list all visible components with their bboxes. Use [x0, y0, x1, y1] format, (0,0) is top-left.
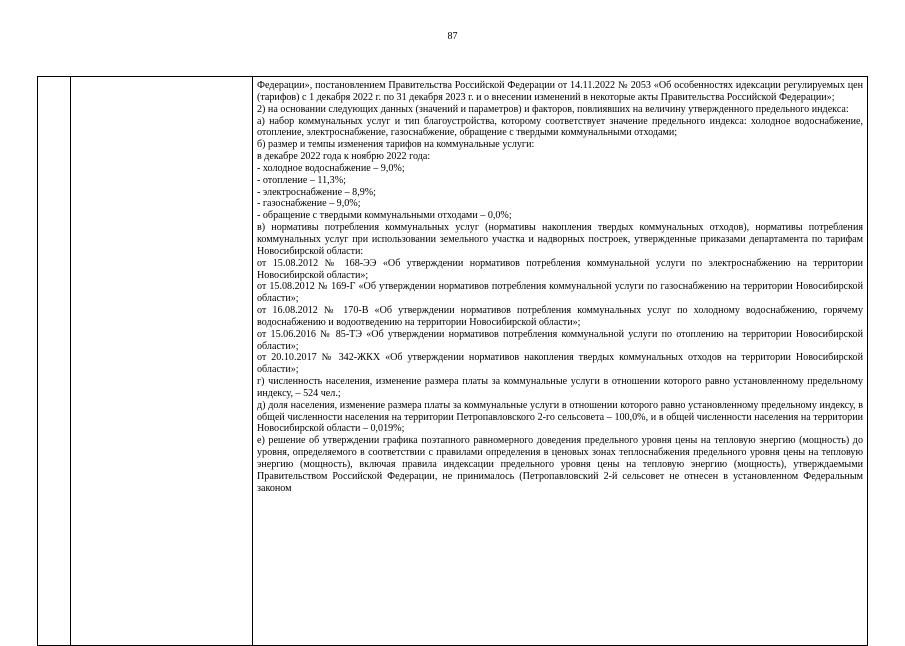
text-paragraph: Федерации», постановлением Правительства Российской Федерации от 14.11.2022 № 2053 «Об особенностях идексации регулируемых цен (тарифов) с 1 декабря 2022 г. по 31 декабря 2023 г. и о внесении изменений в некоторые акты Правительства Российской Федерации»; — [257, 80, 863, 103]
text-paragraph: - обращение с твердыми коммунальными отходами – 0,0%; — [257, 210, 512, 222]
text-paragraph: от 15.08.2012 № 169-Г «Об утверждении нормативов потребления коммунальной услуги по газоснабжению на территории Новосибирской области»; — [257, 281, 863, 305]
page-number: 87 — [447, 31, 458, 42]
text-paragraph: а) набор коммунальных услуг и тип благоустройства, которому соответствует значение предельного индекса: холодное водоснабжение, отопление, электроснабжение, газоснабжение, обращение с твердыми коммунальными отходами; — [257, 115, 863, 139]
text-paragraph: 2) на основании следующих данных (значений и параметров) и факторов, повлиявших на величину утвержденного предельного индекса: — [257, 103, 849, 115]
text-paragraph: от 15.08.2012 № 168-ЭЭ «Об утверждении нормативов потребления коммунальной услуги по электроснабжению на территории Новосибирской области»; — [257, 257, 863, 281]
table-cell-content — [253, 77, 868, 646]
table-row — [38, 77, 868, 646]
content-text-block — [253, 77, 867, 495]
text-paragraph: е) решение об утверждении графика поэтапного равномерного доведения предельного уровня цены на тепловую энергию (мощность) до уровня, определяемого в соответствии с правилами определения в ценовых зонах теплоснабжения предельного уровня цены на тепловую энергию (мощность), включая правила индексации предельного уровня цены на тепловую энергию (мощность), утверждаемыми Правительством Российской Федерации, не принималось (Петропавловский 2-й сельсовет не отнесен в установленном Федеральным законом — [257, 435, 863, 494]
document-table — [37, 76, 868, 646]
text-paragraph: д) доля населения, изменение размера платы за коммунальные услуги в отношении которого равно установленному предельному индексу, в общей численности населения на территории Петропавловского 2-го сельсовета – 100,0%, и в общей численности населения на территории Новосибирской области – 0,019%; — [257, 399, 863, 435]
text-paragraph: - отопление – 11,3%; — [257, 174, 346, 186]
text-paragraph: г) численность населения, изменение размера платы за коммунальные услуги в отношении которого равно установленному предельному индексу, – 524 чел.; — [257, 376, 863, 399]
text-paragraph: от 20.10.2017 № 342-ЖКХ «Об утверждении нормативов накопления твердых коммунальных отходов на территории Новосибирской области»; — [257, 352, 863, 376]
table-cell-name — [71, 77, 253, 646]
text-paragraph: от 15.06.2016 № 85-ТЭ «Об утверждении нормативов потребления коммунальной услуги по отоплению на территории Новосибирской области»; — [257, 328, 863, 352]
text-paragraph: в) нормативы потребления коммунальных услуг (нормативы накопления твердых коммунальных отходов), нормативы потребления коммунальных услуг при использовании земельного участка и надворных построек, утвержденные приказами департамента по тарифам Новосибирской области: — [257, 222, 863, 257]
text-paragraph: б) размер и темпы изменения тарифов на коммунальные услуги: — [257, 139, 535, 151]
text-paragraph: от 16.08.2012 № 170-В «Об утверждении нормативов потребления коммунальных услуг по холодному водоснабжению, горячему водоснабжению и водоотведению на территории Новосибирской области»; — [257, 305, 863, 328]
text-paragraph: - электроснабжение – 8,9%; — [257, 186, 376, 198]
text-paragraph: в декабре 2022 года к ноябрю 2022 года: — [257, 151, 431, 163]
text-paragraph: - холодное водоснабжение – 9,0%; — [257, 162, 405, 174]
table-cell-number — [38, 77, 71, 646]
text-paragraph: - газоснабжение – 9,0%; — [257, 198, 361, 210]
